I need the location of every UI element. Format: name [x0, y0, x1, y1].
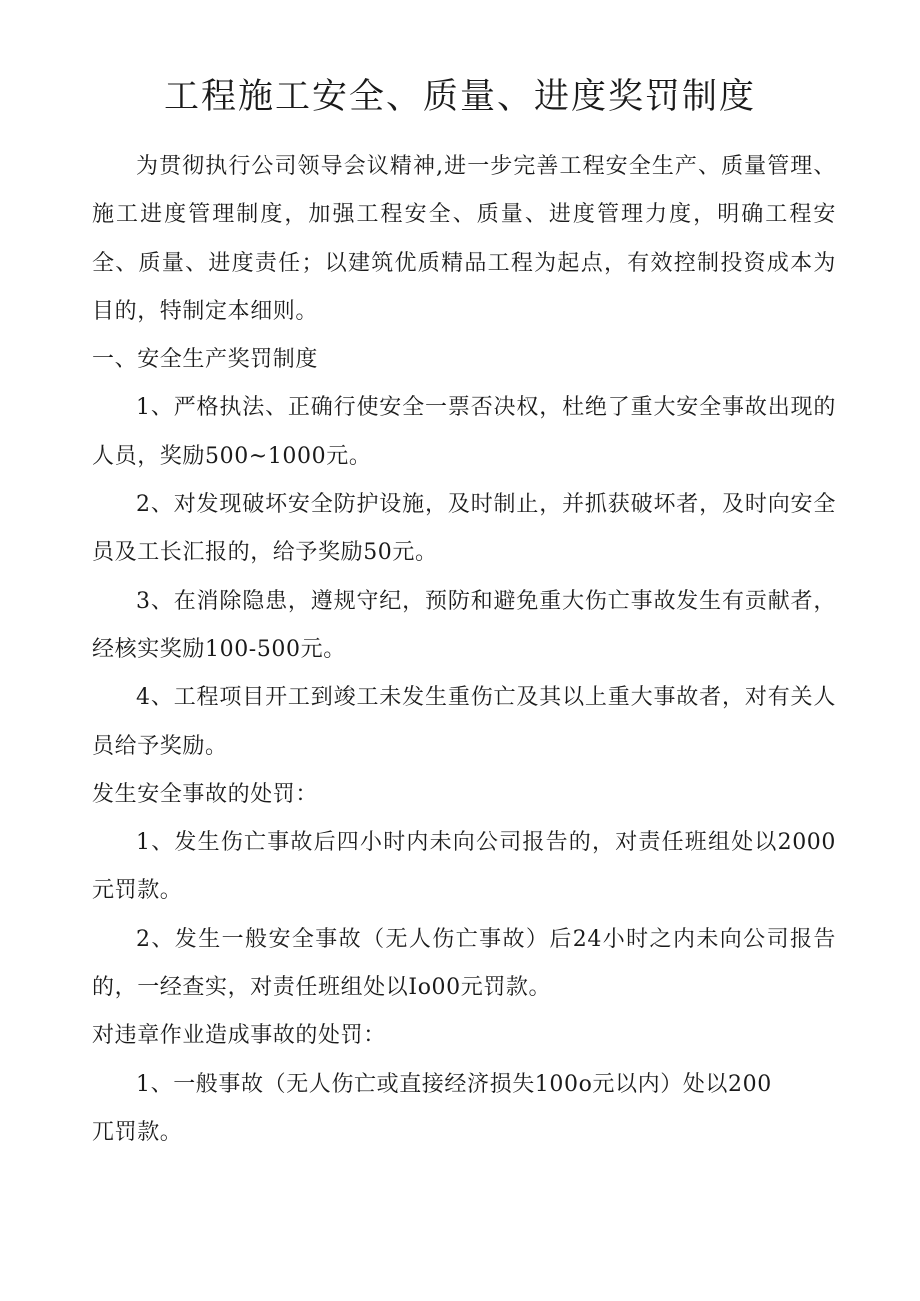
penalty-item-1: 1、发生伤亡事故后四小时内未向公司报告的，对责任班组处以2000元罚款。: [92, 830, 836, 904]
reward-item-3: 3、在消除隐患，遵规守纪，预防和避免重大伤亡事故发生有贡献者，经核实奖励100-500元。: [92, 588, 836, 662]
reward-item-2: 2、对发现破坏安全防护设施，及时制止，并抓获破坏者，及时向安全员及工长汇报的，给予奖励50元。: [92, 492, 836, 566]
intro-paragraph: 为贯彻执行公司领导会议精神,进一步完善工程安全生产、质量管理、施工进度管理制度，加强工程安全、质量、进度管理力度，明确工程安全、质量、进度责任；以建筑优质精品工程为起点，有效控制投资成本为目的，特制定本细则。: [92, 154, 836, 324]
section-heading-safety-rewards: 一、安全生产奖罚制度: [92, 347, 319, 373]
violation-item-1-line2: 兀罚款。: [92, 1119, 183, 1145]
document-body: [92, 143, 836, 1157]
penalty-item-2: 2、发生一般安全事故（无人伤亡事故）后24小时之内未向公司报告的，一经查实，对责任班组处以Io00元罚款。: [92, 926, 836, 1001]
section-heading-violation-penalties: 对违章作业造成事故的处罚：: [92, 1023, 386, 1049]
reward-item-1: 1、严格执法、正确行使安全一票否决权，杜绝了重大安全事故出现的人员，奖励500~1000元。: [92, 395, 836, 469]
document-title: 工程施工安全、质量、进度奖罚制度: [163, 77, 756, 117]
reward-item-4: 4、工程项目开工到竣工未发生重伤亡及其以上重大事故者，对有关人员给予奖励。: [92, 685, 836, 759]
violation-item-1-line1: 1、一般事故（无人伤亡或直接经济损失100o元以内）处以200: [136, 1071, 772, 1097]
section-heading-accident-penalties: 发生安全事故的处罚：: [92, 781, 319, 807]
